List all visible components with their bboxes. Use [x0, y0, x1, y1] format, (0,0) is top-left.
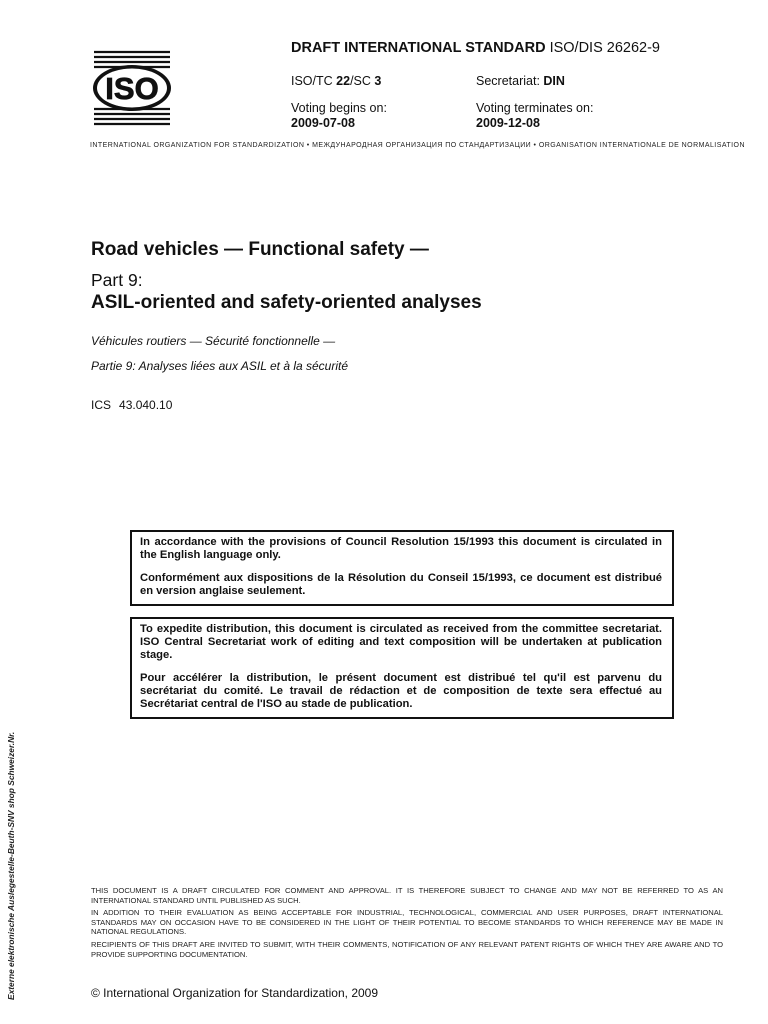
ics-code [91, 398, 172, 412]
disclaimer-paragraph: RECIPIENTS OF THIS DRAFT ARE INVITED TO SUBMIT, WITH THEIR COMMENTS, NOTIFICATION OF ANY RELEVANT PATENT RIGHTS OF WHICH THEY ARE AWARE AND TO PROVIDE SUPPORTING DOCUMENTATION. [91, 939, 723, 959]
distribution-notice-box [130, 617, 674, 719]
disclaimer-paragraph: IN ADDITION TO THEIR EVALUATION AS BEING ACCEPTABLE FOR INDUSTRIAL, TECHNOLOGICAL, COMMERCIAL AND USER PURPOSES, DRAFT INTERNATIONAL STANDARDS MAY ON OCCASION HAVE TO BE CONSIDERED IN THE LIGHT OF THEIR POTENTIAL TO BECOME STANDARDS TO WHICH REFERENCE MAY BE MADE IN NATIONAL REGULATIONS. [91, 908, 723, 937]
language-notice-box [130, 530, 674, 606]
french-part-title: Partie 9: Analyses liées aux ASIL et à la sécurité [91, 359, 349, 373]
side-watermark: Externe elektronische Auslegestelle-Beuth-SNV shop Schweizer.Nr. [6, 731, 16, 1000]
voting-terminates [476, 101, 593, 131]
secretariat [476, 74, 565, 89]
disclaimer-paragraph: THIS DOCUMENT IS A DRAFT CIRCULATED FOR COMMENT AND APPROVAL. IT IS THEREFORE SUBJECT TO CHANGE AND MAY NOT BE REFERRED TO AS AN INTERNATIONAL STANDARD UNTIL PUBLISHED AS SUCH. [91, 886, 723, 905]
voting-begins-label: Voting begins on: [291, 101, 387, 115]
document-type-heading [291, 40, 660, 56]
distribution-notice-english: To expedite distribution, this document is circulated as received from the committee secretariat. ISO Central Secretariat work of editing and text composition will be undertaken at publication stage. [140, 623, 662, 661]
voting-terminates-label: Voting terminates on: [476, 101, 594, 115]
iso-logo-text: ISO [105, 71, 159, 106]
voting-terminates-date: 2009-12-08 [476, 116, 540, 130]
voting-begins [291, 101, 387, 131]
language-notice-english: In accordance with the provisions of Council Resolution 15/1993 this document is circulated in the English language only. [140, 536, 662, 561]
language-notice-french: Conformément aux dispositions de la Résolution du Conseil 15/1993, ce document est distribué en version anglaise seulement. [140, 572, 662, 597]
document-part: Part 9: [91, 270, 143, 290]
committee-label: ISO/TC [291, 74, 333, 88]
committee-sc: 3 [374, 74, 382, 88]
committee-sc-label: /SC [350, 74, 371, 88]
distribution-notice-french: Pour accélérer la distribution, le présent document est distribué tel qu'il est parvenu du secrétariat du comité. Le travail de rédaction et de composition de texte sera effectué au Secrétariat central de l'ISO au stade de publication. [140, 672, 662, 710]
committee-reference [291, 74, 381, 89]
committee-tc: 22 [336, 74, 351, 88]
secretariat-label: Secretariat: [476, 74, 540, 88]
ics-value: 43.040.10 [119, 398, 173, 412]
copyright-notice: © International Organization for Standardization, 2009 [91, 986, 379, 1000]
document-subtitle: ASIL-oriented and safety-oriented analyses [91, 292, 482, 313]
secretariat-value: DIN [543, 74, 565, 88]
document-type: DRAFT INTERNATIONAL STANDARD [291, 40, 546, 56]
document-title: Road vehicles — Functional safety — [91, 239, 429, 260]
iso-logo [92, 48, 172, 128]
french-title: Véhicules routiers — Sécurité fonctionnelle — [91, 334, 336, 348]
voting-begins-date: 2009-07-08 [291, 116, 355, 130]
document-number: ISO/DIS 26262-9 [549, 40, 660, 56]
ics-label: ICS [91, 398, 112, 412]
disclaimer-block [91, 886, 723, 962]
organization-line: INTERNATIONAL ORGANIZATION FOR STANDARDIZATION • МЕЖДУНАРОДНАЯ ОРГАНИЗАЦИЯ ПО СТАНДАРТИЗАЦИИ • ORGANISATION INTERNATIONALE DE NORMALISATION [90, 142, 745, 149]
